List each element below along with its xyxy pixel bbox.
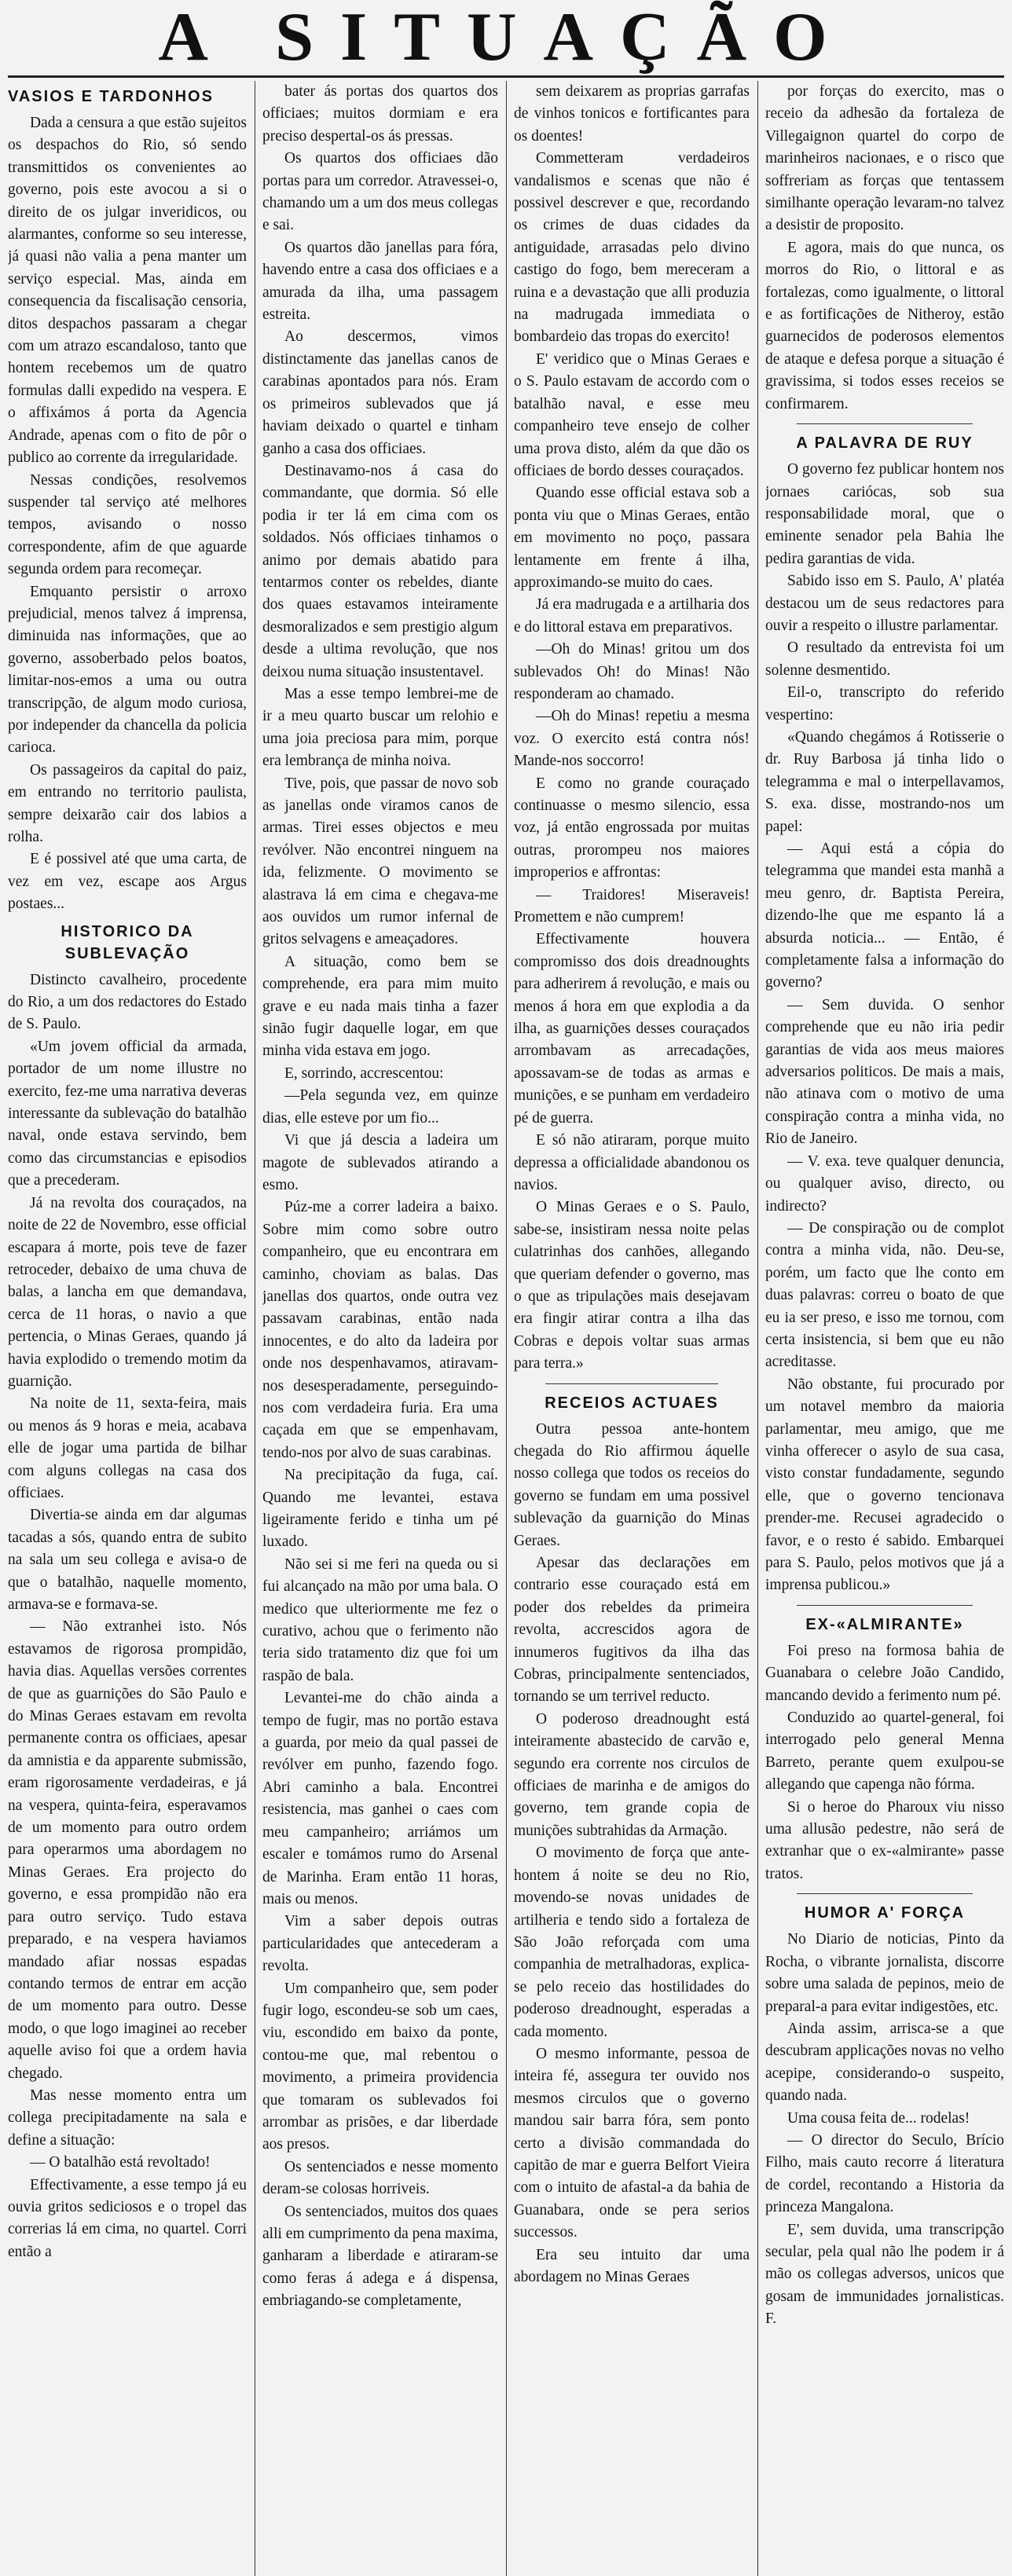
section-heading: EX-«ALMIRANTE» (805, 1615, 964, 1633)
page-title: A SITUAÇÃO (158, 0, 854, 75)
paragraph: Sabido isso em S. Paulo, A' platéa destacou um de seus redactores para ouvir a respeito o illustre parlamentar. (765, 573, 1004, 634)
paragraph: E como no grande couraçado continuasse o mesmo silencio, essa voz, já então engrossada por muitas outras, prorompeu nos maiores improperios e affrontas: (514, 775, 750, 881)
paragraph: Tive, pois, que passar de novo sob as janellas onde viramos canos de armas. Tirei esses objectos e meu revólver. Não encontrei ninguem na ida, felizmente. O movimento se alastrava lá em cima e chegava-me aos ouvidos um rumor infernal de gritos selvagens e ameaçadores. (262, 775, 498, 948)
paragraph: Eil-o, transcripto do referido vespertino: (765, 684, 1004, 724)
paragraph: — Aqui está a cópia do telegramma que mandei esta manhã a meu genro, dr. Baptista Pereira, dizendo-lhe que me espanto lá a absurda noticia... — Então, é completamente falsa a informação do governo? (765, 841, 1004, 991)
paragraph: Emquanto persistir o arroxo prejudicial, menos talvez á imprensa, diminuida nas informações, que ao governo, assoberbado pelos boatos, limitar-nos-emos a uma ou outra transcripção, de algum modo curiosa, por independer da chancella da policia carioca. (8, 583, 247, 757)
paragraph: — O director do Seculo, Brício Filho, mais cauto recorre á literatura de cordel, recontando a Historia da princeza Mangalona. (765, 2131, 1004, 2216)
paragraph: E', sem duvida, uma transcripção secular, pela qual não lhe podem ir á mão os collegas adversos, unicos que gosam de immunidades jornalisticas. F. (765, 2221, 1004, 2328)
paragraph: Effectivamente houvera compromisso dos dois dreadnoughts para adherirem á revolução, e mais ou menos á hora em que explodia a da ilha, as guarnições desses couraçados arrombavam as arrecadações, apossavam-se de todas as armas e munições, e se punham em verdadeiro pé de guerra. (514, 931, 750, 1127)
column-rule (506, 81, 507, 2576)
paragraph: — Não extranhei isto. Nós estavamos de rigorosa prompidão, havia dias. Aquellas versões correntes de que as guarnições do São Paulo e do Minas Geraes estavam em revolta permanente contra os officiaes, apesar da amnistia e da apparente submissão, eram rigorosamente verdadeiras, e já na vespera, quinta-feira, esperavamos de um momento para outro ordem para operarmos uma abordagem no Minas Geraes. Era projecto do governo, e essa prompidão não era para outro serviço. Tudo estava preparado, e na vespera haviamos mandado afiar nossas espadas contando termos de entrar em acção de um momento para outro. Desse modo, o que logo imaginei ao receber aquelle aviso foi que a ordem havia chegado. (8, 1618, 247, 2082)
paragraph: — Sem duvida. O senhor comprehende que eu não iria pedir garantias de vida aos meus maiores adversarios politicos. De mais a mais, não atinava com o motivo de uma conspiração contra a minha vida, no Rio de Janeiro. (765, 996, 1004, 1148)
paragraph: O governo fez publicar hontem nos jornaes cariócas, sob sua responsabilidade moral, que o eminente senador pela Bahia lhe pedira garantias de vida. (765, 461, 1004, 567)
paragraph: Os quartos dos officiaes dão portas para um corredor. Atravessei-o, chamando um a um dos meus collegas e sai. (262, 150, 498, 234)
paragraph: Outra pessoa ante-hontem chegada do Rio affirmou áquelle nosso collega que todos os receios do governo se fundam em uma possivel sublevação da guarnição do Minas Geraes. (514, 1420, 750, 1549)
paragraph: bater ás portas dos quartos dos officiaes; muitos dormiam e era preciso despertal-os ás pressas. (262, 83, 498, 145)
paragraph: E é possivel até que uma carta, de vez em vez, escape aos Argus postaes... (8, 851, 247, 913)
paragraph: —Pela segunda vez, em quinze dias, elle esteve por um fio... (262, 1087, 498, 1127)
paragraph: Conduzido ao quartel-general, foi interrogado pelo general Menna Barreto, perante quem exulpou-se allegando que capenga não fórma. (765, 1709, 1004, 1794)
section-heading: HUMOR A' FORÇA (804, 1904, 966, 1922)
paragraph: O mesmo informante, pessoa de inteira fé, assegura ter ouvido nos mesmos circulos que o governo mandou sair barra fóra, sem ponto certo a divisão commandada do capitão de mar e guerra Belfort Vieira com o intuito de afastal-a da bahia de Guanabara, onde se pera serios successos. (514, 2045, 750, 2241)
paragraph: E' veridico que o Minas Geraes e o S. Paulo estavam de accordo com o batalhão naval, e esse meu companheiro teve ensejo de colher uma prova disto, além da que dão os officiaes de bordo desses couraçados. (514, 350, 750, 479)
paragraph: E agora, mais do que nunca, os morros do Rio, o littoral e as fortalezas, como igualmente, o littoral e as fortificações de Nitheroy, estão guarnecidos de poderosos elementos de ataque e defesa porque a situação é gravissima, si todos esses receios se confirmarem. (765, 239, 1004, 412)
paragraph: Já era madrugada e a artilharia dos e do littoral estava em preparativos. (514, 596, 750, 636)
paragraph: sem deixarem as proprias garrafas de vinhos tonicos e fortificantes para os doentes! (514, 83, 750, 145)
paragraph: Divertia-se ainda em dar algumas tacadas a sós, quando entra de subito na sala um seu collega e avisa-o de que o batalhão, naquelle momento, armava-se e formava-se. (8, 1507, 247, 1613)
paragraph: Na noite de 11, sexta-feira, mais ou menos ás 9 horas e meia, acabava elle de jogar uma partida de bilhar com alguns collegas na casa dos officiaes. (8, 1395, 247, 1501)
paragraph: Os sentenciados, muitos dos quaes alli em cumprimento da pena maxima, ganharam a liberdade e atiraram-se como feras á adega e á dispensa, embriagando-se completamente, (262, 2203, 498, 2310)
paragraph: Era seu intuito dar uma abordagem no Minas Geraes (514, 2246, 750, 2285)
column-3 (514, 81, 750, 2576)
paragraph: Os passageiros da capital do paiz, em entrando no territorio paulista, sempre deixarão cair dos labios a rolha. (8, 761, 247, 845)
section-heading: RECEIOS ACTUAES (544, 1394, 719, 1412)
paragraph: — V. exa. teve qualquer denuncia, ou qualquer aviso, directo, ou indirecto? (765, 1152, 1004, 1215)
section-heading: A PALAVRA DE RUY (796, 434, 974, 453)
paragraph: —Oh do Minas! gritou um dos sublevados Oh! do Minas! Não responderam ao chamado. (514, 641, 750, 702)
paragraph: Levantei-me do chão ainda a tempo de fugir, mas no portão estava a guarda, por meio da qual passei de revólver em punho, fazendo fogo. Abri caminho a bala. Encontrei resistencia, mas ganhei o caes com meu campanheiro; arriámos um escaler e tomámos rumo do Arsenal de Marinha. Eram então 11 horas, mais ou menos. (262, 1690, 498, 1907)
paragraph: Si o heroe do Pharoux viu nisso uma allusão pedestre, não será de extranhar que o ex-«almirante» passe tratos. (765, 1798, 1004, 1882)
paragraph: Não obstante, fui procurado por um notavel membro da maioria parlamentar, meu amigo, que me vinha offerecer o asylo de sua casa, visto constar fundadamente, segundo elle, que o governo tencionava prender-me. Recusei agradecido o favor, e o resto é sabido. Embarquei para S. Paulo, pelos motivos que já a imprensa publicou.» (765, 1376, 1004, 1594)
paragraph: O movimento de força que ante-hontem á noite se deu no Rio, movendo-se novas unidades de artilheria e tendo sido a fortaleza de São João reforçada com uma companhia de metralhadoras, explica-se pelo receio das hostilidades do poderoso dreadnought, esperadas a cada momento. (514, 1845, 750, 2040)
paragraph: Uma cousa feita de... rodelas! (787, 2109, 970, 2127)
paragraph: Ainda assim, arrisca-se a que descubram applicações novas no velho acepipe, considerando-o suspeito, quando nada. (765, 2020, 1004, 2105)
paragraph: Já na revolta dos couraçados, na noite de 22 de Novembro, esse official escapara á morte, pois teve de fazer retroceder, debaixo de uma chuva de balas, a lancha em que demandava, cerca de 11 horas, o navio a que pertencia, o Minas Geraes, quando já havia explodido o tremendo motim da guarnição. (8, 1194, 247, 1390)
paragraph: Vi que já descia a ladeira um magote de sublevados atirando a esmo. (262, 1132, 498, 1193)
paragraph: Nessas condições, resolvemos suspender tal serviço até melhores tempos, avisando o nosso correspondente, afim de que aguarde segunda ordem para recomeçar. (8, 471, 247, 578)
paragraph: Na precipitação da fuga, caí. Quando me levantei, estava ligeiramente ferido e tinha um pé luxado. (262, 1467, 498, 1551)
divider (797, 1605, 973, 1606)
column-1 (8, 81, 247, 2576)
paragraph: — Traidores! Miseraveis! Promettem e não cumprem! (514, 886, 750, 926)
section-heading: HISTORICO DA SUBLEVAÇÃO (60, 922, 194, 962)
paragraph: por forças do exercito, mas o receio da adhesão da fortaleza de Villegaignon quartel do corpo de marinheiros nacionaes, e o risco que soffreriam as forças que tentassem similhante operação levaram-no talvez a desistir de proposito. (765, 83, 1004, 234)
column-2 (262, 81, 498, 2576)
paragraph: A situação, como bem se comprehende, era para mim muito grave e eu nada mais tinha a fazer sinão fugir daquelle logar, em que minha vida estava em jogo. (262, 953, 498, 1060)
article-columns (8, 81, 1004, 2576)
paragraph: E, sorrindo, accrescentou: (284, 1064, 444, 1082)
paragraph: «Quando chegámos á Rotisserie o dr. Ruy Barbosa já tinha lido o telegramma e mal o interpellavamos, S. exa. disse, mostrando-nos um papel: (765, 728, 1004, 835)
paragraph: Dada a censura a que estão sujeitos os despachos do Rio, só sendo transmittidos os convenientes ao governo, pois este avocou a si o direito de os julgar inveridicos, ou alarmantes, conforme so seu interesse, já quasi não valia a pena manter um serviço especial. Mas, ainda em consequencia da fiscalisação censoria, ditos despachos passaram a chegar com um atrazo escandaloso, tanto que hontem recebemos um de quatro formulas dalli expedido na vespera. E o affixámos á porta da Agencia Andrade, apenas com o fito de pôr o publico ao corrente da irregularidade. (8, 115, 247, 467)
paragraph: Os sentenciados e nesse momento deram-se colosas horriveis. (262, 2158, 498, 2198)
paragraph: Vim a saber depois outras particularidades que antecederam a revolta. (262, 1913, 498, 1975)
paragraph: — O batalhão está revoltado! (30, 2154, 211, 2171)
divider (797, 1893, 973, 1894)
paragraph: «Um jovem official da armada, portador de um nome illustre no exercito, fez-me uma narrativa deveras interessante da sublevação do batalhão naval, onde estava servindo, bem como das circumstancias e episodios que a precederam. (8, 1038, 247, 1189)
paragraph: Commetteram verdadeiros vandalismos e scenas que não é possivel descrever e que, recordando os crimes de duas cidades da antiguidade, arrasadas pelo divino castigo do fogo, bem mereceram a ruina e a devastação que alli produzia na madrugada immediata o bombardeio das tropas do exercito! (514, 150, 750, 346)
paragraph: — De conspiração ou de complot contra a minha vida, não. Deu-se, porém, um facto que lhe conto em duas palavras: correu o boato de que eu ia ser preso, e isso me tornou, com certa insistencia, si bem que eu não acreditasse. (765, 1219, 1004, 1371)
paragraph: Não sei si me feri na queda ou si fui alcançado na mão por uma bala. O medico que ulteriormente me fez o curativo, achou que o ferimento não teria sido tratamento diz que foi um raspão de bala. (262, 1555, 498, 1684)
paragraph: O Minas Geraes e o S. Paulo, sabe-se, insistiram nessa noite pelas culatrinhas dos canhões, allegando que queriam defender o governo, mas o que as tripulações mais desejavam era fingir atirar contra a ilha das Cobras e depois voltar suas armas para terra.» (514, 1199, 750, 1372)
paragraph: Foi preso na formosa bahia de Guanabara o celebre João Candido, mancando devido a ferimento num pé. (765, 1642, 1004, 1704)
paragraph: Um companheiro que, sem poder fugir logo, escondeu-se sob um caes, viu, escondido em baixo da ponte, contou-me que, mal rebentou o movimento, a primeira providencia que tomaram os sublevados foi arrombar as prisões, e dar liberdade aos presos. (262, 1980, 498, 2153)
paragraph: O poderoso dreadnought está inteiramente abastecido de carvão e, segundo era corrente nos circulos de officiaes de marinha e de amigos do governo, tem grande copia de munições subtrahidas da Armação. (514, 1710, 750, 1839)
paragraph: Mas a esse tempo lembrei-me de ir a meu quarto buscar um relohio e uma joia preciosa para mim, porque era lembrança de minha noiva. (262, 685, 498, 770)
paragraph: Destinavamo-nos á casa do commandante, que dormia. Só elle podia ir ter lá em cima com os soldados. Nós officiaes tinhamos o animo por demais abatido para tentarmos conter os rebeldes, diante dos quaes estavamos inteiramente desmoralizados e sem prestigio algum desde a ultima revolução, que nos deixou numa situação insustentavel. (262, 462, 498, 680)
paragraph: —Oh do Minas! repetiu a mesma voz. O exercito está contra nós! Mande-nos soccorro! (514, 708, 750, 770)
paragraph: Púz-me a correr ladeira a baixo. Sobre mim como sobre outro companheiro, que eu encontrara em caminho, choviam as balas. Das janellas dos quartos, onde outra vez passavam carabinas, então nada innocentes, e do alto da ladeira por onde nos despenhavamos, atiravam-nos desesperadamente, perseguindo-nos com verdadeira furia. Era uma caçada em que se empenhavam, tendo-nos por alvo de suas carabinas. (262, 1199, 498, 1461)
paragraph: Apesar das declarações em contrario esse couraçado está em poder dos rebeldes da primeira revolta, accrescidos agora de innumeros fugitivos da ilha das Cobras, principalmente sentenciados, tornando se um terrivel reducto. (514, 1555, 750, 1706)
paragraph: No Diario de noticias, Pinto da Rocha, o vibrante jornalista, discorre sobre uma salada de pepinos, meio de preparal-a para evitar indigestões, etc. (765, 1931, 1004, 2015)
divider (797, 423, 973, 424)
divider (545, 1383, 718, 1384)
section-heading: VASIOS E TARDONHOS (8, 88, 214, 105)
paragraph: O resultado da entrevista foi um solenne desmentido. (765, 639, 1004, 679)
paragraph: E só não atiraram, porque muito depressa a officialidade abandonou os navios. (514, 1132, 750, 1193)
paragraph: Os quartos dão janellas para fóra, havendo entre a casa dos officiaes e a amurada da ilha, uma passagem estreita. (262, 239, 498, 324)
paragraph: Quando esse official estava sob a ponta viu que o Minas Geraes, então em movimento no poço, passara lentamente em frente á ilha, approximando-se muito do caes. (514, 485, 750, 591)
column-4 (765, 81, 1004, 2576)
column-rule (757, 81, 758, 2576)
masthead (8, 0, 1004, 78)
paragraph: Ao descermos, vimos distinctamente das janellas canos de carabinas apontados para nós. Eram os primeiros sublevados que já haviam deixado o quartel e tinham ganho a casa dos officiaes. (262, 328, 498, 457)
paragraph: Distincto cavalheiro, procedente do Rio, a um dos redactores do Estado de S. Paulo. (8, 971, 247, 1033)
paragraph: Effectivamente, a esse tempo já eu ouvia gritos sediciosos e o tropel das correrias lá em cima, no quartel. Corri então a (8, 2176, 247, 2260)
paragraph: Mas nesse momento entra um collega precipitadamente na sala e define a situação: (8, 2087, 247, 2149)
